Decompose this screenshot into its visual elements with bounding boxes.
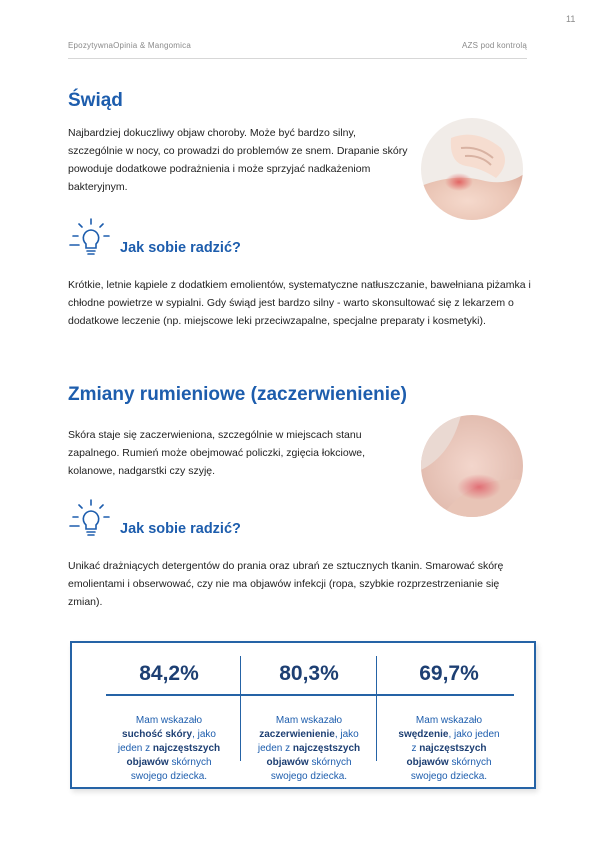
stat-emphasis: objawów [126, 757, 169, 768]
stat-line [240, 756, 378, 770]
stat-text: Mam wskazało [415, 715, 483, 726]
stat-description [100, 714, 238, 784]
stat-text: skórnych [448, 757, 492, 768]
advice-title-itching: Jak sobie radzić? [120, 240, 241, 256]
page-number: 11 [566, 14, 576, 24]
stat-line [100, 742, 238, 756]
stat-itching [380, 660, 518, 784]
stat-value: 84,2% [139, 662, 199, 685]
header-title: AZS pod kontrolą [461, 41, 527, 50]
stat-description [380, 714, 518, 784]
stat-line [100, 756, 238, 770]
stat-line [380, 770, 518, 784]
stat-line [100, 770, 238, 784]
stat-text: Mam wskazało [275, 715, 343, 726]
stat-text: swojego dziecka. [270, 771, 348, 782]
stat-text: skórnych [308, 757, 352, 768]
stat-text: swojego dziecka. [410, 771, 488, 782]
advice-body-redness: Unikać drażniących detergentów do prania oraz ubrań ze sztucznych tkanin. Smarować skórę emolientami i obserwować, czy nie ma objawów infekcji (ropa, szybkie rozprzestrzenianie się zmian). [68, 560, 504, 608]
header-brand: EpozytywnaOpinia & Mangomica [68, 41, 191, 50]
stat-description [240, 714, 378, 784]
stat-text: , jako [334, 729, 359, 740]
header-divider [68, 58, 527, 59]
stat-text: , jako [192, 729, 216, 740]
stat-line [380, 756, 518, 770]
stat-line [240, 770, 378, 784]
stat-line [240, 728, 378, 742]
section-title-itching: Świąd [68, 90, 123, 111]
stat-line [100, 714, 238, 728]
stat-text: jeden z [117, 743, 153, 754]
stat-text: jeden z [257, 743, 293, 754]
stat-text: skórnych [168, 757, 212, 768]
advice-title-redness: Jak sobie radzić? [120, 521, 241, 537]
stat-emphasis: objawów [266, 757, 309, 768]
stat-value: 80,3% [279, 662, 339, 685]
itching-photo [421, 118, 523, 220]
advice-body-itching: Krótkie, letnie kąpiele z dodatkiem emolientów, systematyczne natłuszczanie, bawełniana piżamka i chłodne powietrze w sypialni. Gdy świąd jest bardzo silny - warto skonsultować się z lekarzem o dodatkowe leczenie (np. miejscowe leki przeciwzapalne, specjalne preparaty i kosmetyki). [68, 279, 531, 327]
stat-emphasis: najczęstszych [292, 743, 361, 754]
section-body-itching: Najbardziej dokuczliwy objaw choroby. Może być bardzo silny, szczególnie w nocy, co prowadzi do problemów ze snem. Drapanie skóry powoduje dodatkowe podrażnienia i może sprzyjać nadkażeniom bakteryjnym. [68, 127, 408, 193]
stat-emphasis: zaczerwienienie [259, 729, 335, 740]
stat-line [100, 728, 238, 742]
stat-text: swojego dziecka. [130, 771, 208, 782]
stat-emphasis: najczęstszych [419, 743, 487, 754]
stat-text: Mam wskazało [135, 715, 203, 726]
lightbulb-icon [68, 216, 114, 262]
stat-line [240, 714, 378, 728]
stat-line [380, 728, 518, 742]
stat-emphasis: swędzenie [398, 729, 449, 740]
stat-redness [240, 660, 378, 784]
stat-line [380, 742, 518, 756]
stat-emphasis: najczęstszych [152, 743, 221, 754]
lightbulb-icon [68, 497, 114, 543]
section-body-redness: Skóra staje się zaczerwieniona, szczególnie w miejscach stanu zapalnego. Rumień może obejmować policzki, zgięcia łokciowe, kolanowe, nadgarstki czy szyję. [68, 429, 366, 477]
redness-photo [421, 415, 523, 517]
stat-line [240, 742, 378, 756]
stat-dry-skin [100, 660, 238, 784]
stat-emphasis: suchość skóry [122, 729, 193, 740]
section-title-redness: Zmiany rumieniowe (zaczerwienienie) [68, 384, 407, 405]
stat-emphasis: objawów [406, 757, 449, 768]
stat-text: , jako jeden [448, 729, 500, 740]
stat-line [380, 714, 518, 728]
stat-text: z [411, 743, 420, 754]
stat-value: 69,7% [419, 662, 479, 685]
